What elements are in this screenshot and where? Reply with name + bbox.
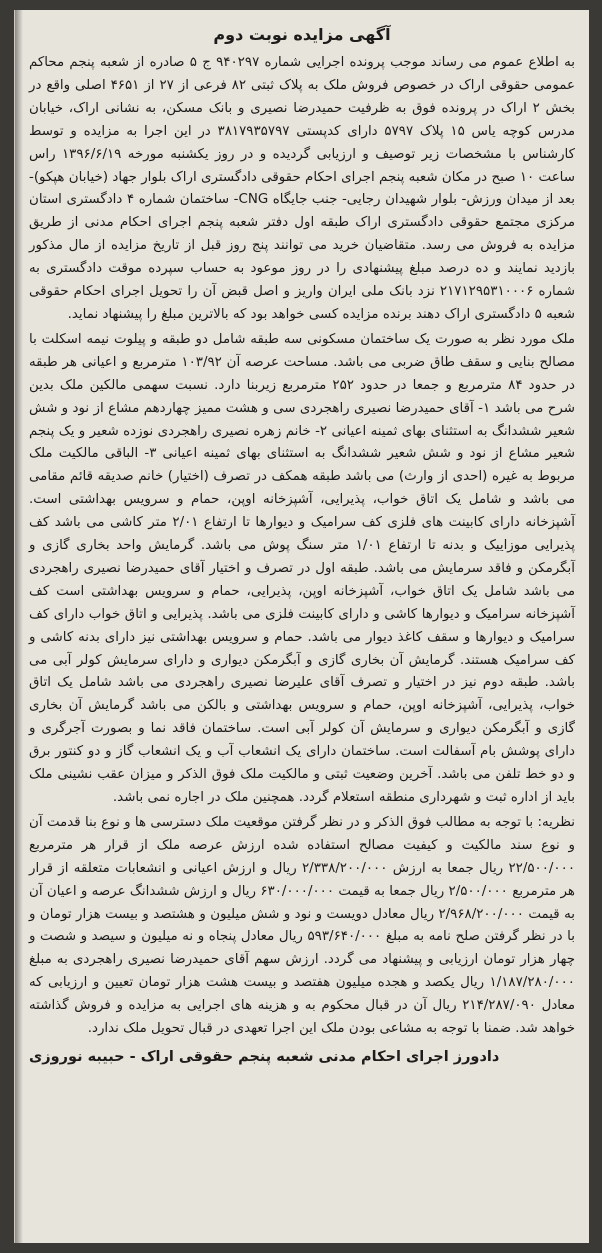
newspaper-clipping	[14, 10, 589, 1243]
notice-paragraph-appraisal: نظریه: با توجه به مطالب فوق الذکر و در نظر گرفتن موقعیت ملک دسترسی ها و نوع بنا قدمت آن و نوع سند مالکیت و کیفیت مصالح استفاده شده ارزش عرصه ملک از قرار هر مترمربع ۲۲/۵۰۰/۰۰۰ ریال جمعا به ارزش ۲/۳۳۸/۲۰۰/۰۰۰ ریال و ارزش اعیانی و انشعابات متعلقه از قرار هر مترمربع ۲/۵۰۰/۰۰۰ ریال جمعا به قیمت ۶۳۰/۰۰۰/۰۰۰ ریال و ارزش ششدانگ عرصه و اعیان آن به قیمت ۲/۹۶۸/۲۰۰/۰۰۰ ریال معادل دویست و نود و شش میلیون و هشتصد و بیست هزار تومان و با در نظر گرفتن صلح نامه به مبلغ ۵۹۳/۶۴۰/۰۰۰ ریال معادل پنجاه و نه میلیون و سیصد و شصت و چهار هزار تومان ارزیابی و پیشنهاد می گردد. ارزش سهم آقای حمیدرضا نصیری راهجردی به مبلغ ۱/۱۸۷/۲۸۰/۰۰۰ ریال یکصد و هجده میلیون هفتصد و بیست هشت هزار تومان تعیین و ارزیابی که معادل ۲۱۴/۲۸۷/۰۹۰ ریال آن در قبال محکوم به و هزینه های اجرایی به مزایده و فروش گذاشته خواهد شد. ضمنا با توجه به مشاعی بودن ملک این اجرا تعهدی در قبال تحویل ملک ندارد.	[29, 814, 576, 1037]
notice-paragraph-intro: به اطلاع عموم می رساند موجب پرونده اجرایی شماره ۹۴۰۲۹۷ ج ۵ صادره از شعبه پنجم محاکم عمومی حقوقی اراک در خصوص فروش ملک به پلاک ثبتی ۸۲ فرعی از ۲۷ از ۴۶۵۱ اصلی واقع در بخش ۲ اراک در پرونده فوق به ظرفیت حمیدرضا نصیری و بانک مسکن، به نشانی اراک، خیابان مدرس کوچه یاس ۱۵ پلاک ۵۷۹۷ دارای کدپستی ۳۸۱۷۹۳۵۷۹۷ در این اجرا به مزایده و توسط کارشناس با مشخصات زیر توصیف و ارزیابی گردیده و در روز یکشنبه مورخه ۱۳۹۶/۶/۱۹ راس ساعت ۱۰ صبح در مکان شعبه پنجم اجرای احکام حقوقی دادگستری اراک بلوار جهاد (خیابان هپکو)- بعد از میدان ورزش- بلوار شهیدان رجایی- جنب جایگاه CNG- ساختمان شماره ۴ دادگستری استان مرکزی مجتمع حقوقی دادگستری اراک طبقه اول دفتر شعبه پنجم اجرای احکام مدنی از طریق مزایده به فروش می رسد. متقاضیان خرید می توانند پنج روز قبل از تاریخ مزایده از مال مذکور بازدید نمایند و ده درصد مبلغ پیشنهادی را در روز موعود به حساب سپرده موقت دادگستری به شماره ۲۱۷۱۲۹۵۳۱۰۰۰۶ نزد بانک ملی ایران واریز و اصل قبض آن را تحویل اجرای احکام حقوقی شعبه ۵ دادگستری اراک دهند برنده مزایده کسی خواهد بود که بالاترین مبلغ را پیشنهاد نماید.	[29, 55, 576, 322]
notice-paragraph-property: ملک مورد نظر به صورت یک ساختمان مسکونی سه طبقه شامل دو طبقه و پیلوت نیمه اسکلت با مصالح بنایی و سقف طاق ضربی می باشد. مساحت عرصه آن ۱۰۳/۹۲ مترمربع و اعیانی هر طبقه در حدود ۸۴ مترمربع و جمعا در حدود ۲۵۲ مترمربع زیربنا دارد. نسبت سهمی مالکین ملک بدین شرح می باشد ۱- آقای حمیدرضا نصیری راهجردی سی و هشت ممیز چهاردهم مشاع از نود و شش شعیر ششدانگ به استثنای بهای ثمینه اعیانی ۲- خانم زهره نصیری راهجردی نوزده شعیر و یک پنجم شعیر مشاع از نود و شش شعیر ششدانگ به استثنای بهای ثمینه اعیانی ۳- الباقی مالکیت ملک مربوط به غیره (احدی از وارث) می باشد طبقه همکف در تصرف (اختیار) خانم صدیقه قائم مقامی می باشد و شامل یک اتاق خواب، پذیرایی، آشپزخانه اوپن، حمام و سرویس بهداشتی است. آشپزخانه دارای کابینت های فلزی کف سرامیک و دیوارها تا ارتفاع ۲/۰۱ متر کاشی می باشد کف پذیرایی موزاییک و بدنه تا ارتفاع ۱/۰۱ متر سنگ پوش می باشد. گرمایش واحد بخاری گازی و آبگرمکن و فاقد سرمایش می باشد. طبقه اول در تصرف و اختیار آقای حمیدرضا نصیری راهجردی می باشد شامل یک اتاق خواب، آشپزخانه اوپن، پذیرایی، حمام و سرویس بهداشتی است کف آشپزخانه سرامیک و دیوارها کاشی و دارای کابینت فلزی می باشد. پذیرایی و اتاق خواب دارای کف سرامیک و دیوارها و سقف کاغذ دیوار می باشد. حمام و سرویس بهداشتی نیز دارای بدنه کاشی و کف سرامیک هستند. گرمایش آن بخاری گازی و آبگرمکن دیواری و دارای سرمایش کولر آبی می باشد. طبقه دوم نیز در اختیار و تصرف آقای علیرضا نصیری راهجردی می باشد شامل یک اتاق خواب، پذیرایی، آشپزخانه اوپن، حمام و سرویس بهداشتی و بالکن می باشد گرمایش آن بخاری گازی و آبگرمکن دیواری و سرمایش آن کولر آبی است. ساختمان فاقد نما و بصورت آجرگری و دارای پوشش بام آسفالت است. ساختمان دارای یک انشعاب آب و یک انشعاب گاز و دو کنتور برق و دو خط تلفن می باشد. آخرین وضعیت ثبتی و مالکیت ملک فوق الذکر و میزان عقب نشینی ملک باید از اداره ثبت و شهرداری منطقه استعلام گردد. همچنین ملک در اجاره نمی باشد.	[29, 331, 576, 805]
notice-signature: دادورز اجرای احکام مدنی شعبه پنجم حقوقی اراک - حبیبه نوروزی	[29, 1048, 500, 1065]
notice-title: آگهی مزایده نوبت دوم	[213, 25, 391, 44]
